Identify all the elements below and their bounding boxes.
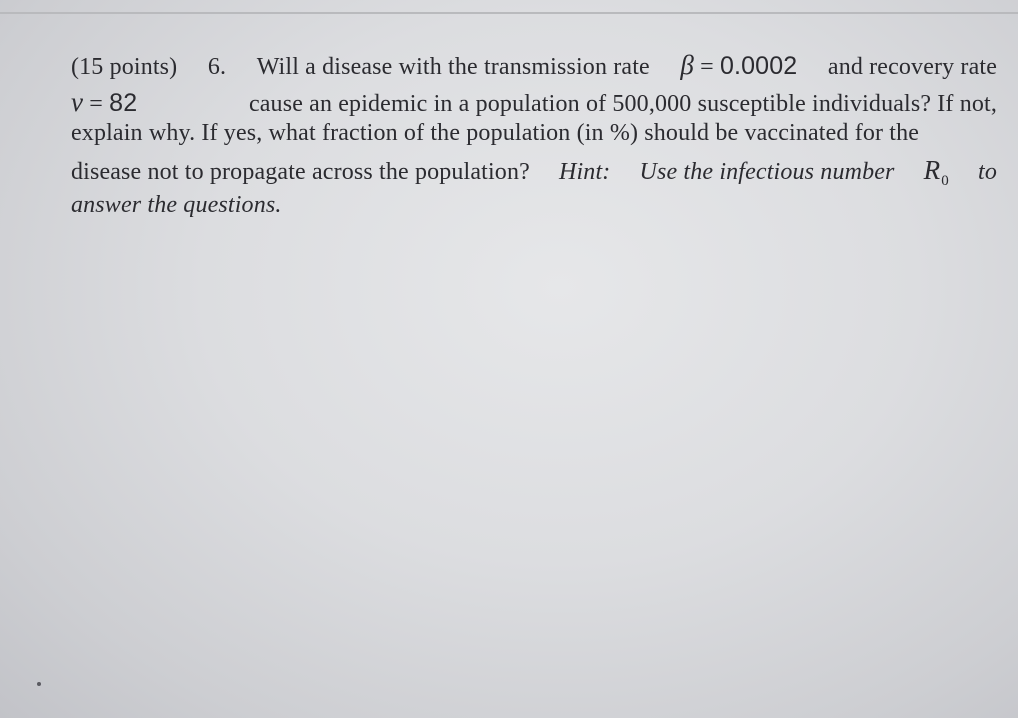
question-document [0, 14, 1018, 718]
points-label: (15 points) [71, 54, 178, 80]
question-text-5: answer the questions. [71, 192, 282, 218]
nu-symbol: ν [71, 87, 84, 117]
question-text-1: Will a disease with the transmission rate [256, 54, 650, 80]
hint-text: Use the infectious number [639, 159, 895, 185]
beta-equals: = [700, 54, 714, 80]
question-number: 6. [207, 54, 227, 80]
question-line-3 [71, 120, 997, 147]
question-text-4: disease not to propagate across the population? [71, 159, 530, 185]
beta-equation [680, 50, 797, 81]
stray-mark [37, 682, 41, 686]
question-line-2 [71, 87, 997, 118]
beta-symbol: β [680, 50, 694, 80]
nu-equation [71, 87, 137, 118]
question-text-1-tail: and recovery rate [827, 54, 997, 80]
r0-symbol [923, 155, 949, 189]
beta-value: 0.0002 [719, 52, 798, 80]
r-letter: R [923, 155, 941, 185]
nu-value: 82 [109, 89, 138, 117]
r-subscript: 0 [941, 173, 949, 189]
question-line-1 [71, 50, 997, 81]
question-text-3: explain why. If yes, what fraction of the population (in %) should be vaccinated for the [71, 120, 920, 146]
question-line-4 [71, 155, 997, 189]
question-line-5 [71, 192, 281, 219]
nu-equals: = [89, 91, 103, 117]
question-text-2: cause an epidemic in a population of 500,000 susceptible individuals? If not, [248, 91, 997, 117]
hint-label: Hint: [559, 159, 611, 185]
hint-to: to [978, 159, 997, 185]
